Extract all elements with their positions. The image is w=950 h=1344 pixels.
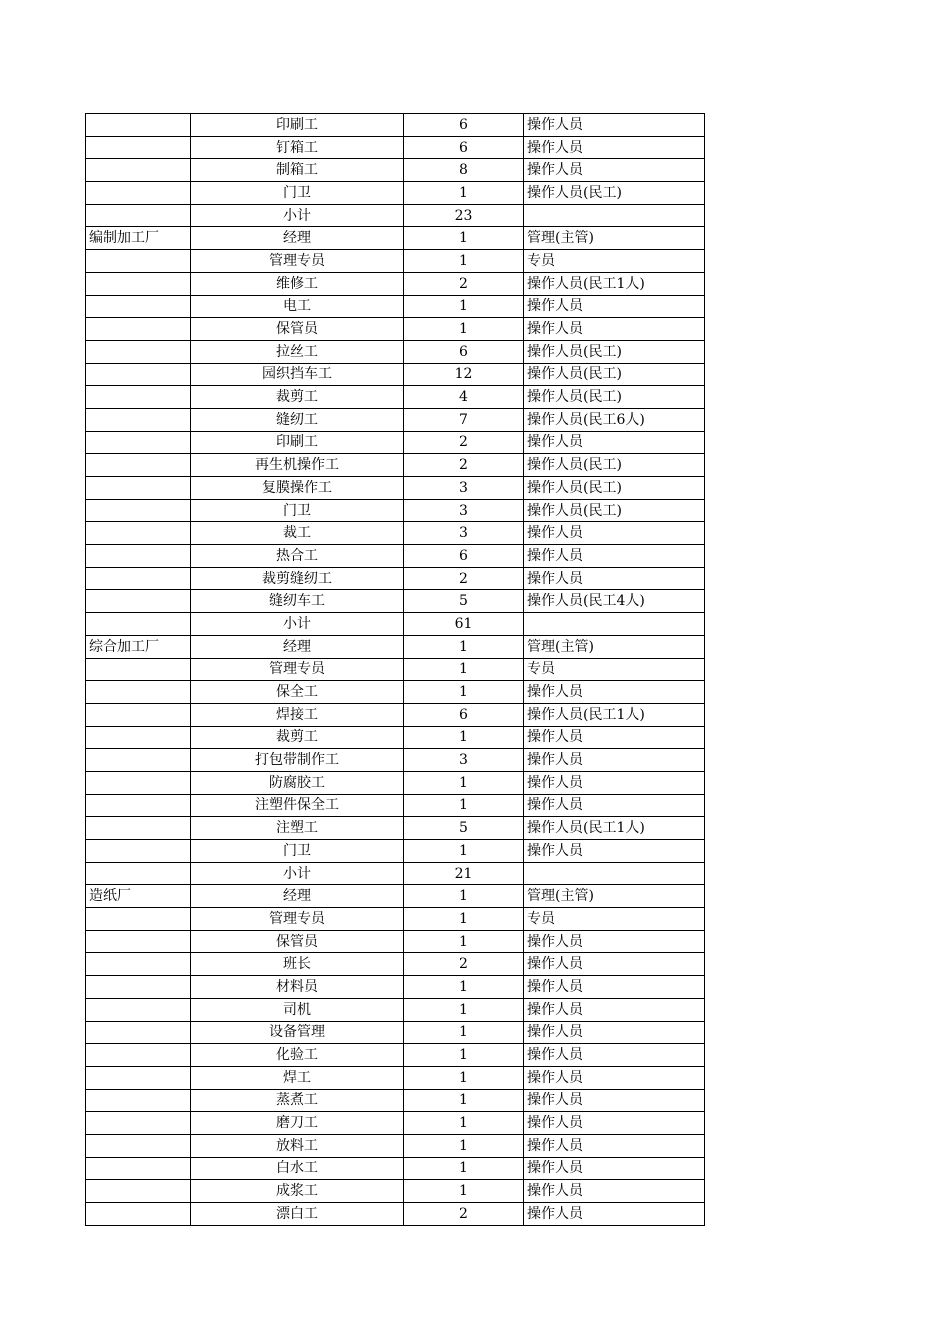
cell-headcount: 6	[404, 545, 524, 568]
cell-category: 操作人员(民工)	[524, 340, 705, 363]
cell-position: 保管员	[191, 930, 404, 953]
cell-category: 专员	[524, 250, 705, 273]
cell-position: 经理	[191, 227, 404, 250]
staffing-table	[85, 113, 705, 1226]
cell-position: 制箱工	[191, 159, 404, 182]
cell-headcount: 6	[404, 703, 524, 726]
cell-category: 专员	[524, 908, 705, 931]
cell-headcount: 1	[404, 976, 524, 999]
cell-position: 成浆工	[191, 1180, 404, 1203]
cell-department	[86, 522, 191, 545]
cell-department	[86, 408, 191, 431]
cell-category	[524, 204, 705, 227]
cell-headcount: 6	[404, 340, 524, 363]
cell-category: 操作人员	[524, 1180, 705, 1203]
cell-category: 专员	[524, 658, 705, 681]
cell-position: 保管员	[191, 318, 404, 341]
table-row	[86, 681, 705, 704]
cell-department	[86, 182, 191, 205]
cell-category: 操作人员	[524, 1134, 705, 1157]
cell-position: 维修工	[191, 272, 404, 295]
cell-department	[86, 1044, 191, 1067]
cell-position: 小计	[191, 862, 404, 885]
cell-department	[86, 1157, 191, 1180]
table-row	[86, 613, 705, 636]
cell-headcount: 1	[404, 885, 524, 908]
table-row	[86, 318, 705, 341]
table-row	[86, 477, 705, 500]
cell-headcount: 1	[404, 771, 524, 794]
cell-headcount: 1	[404, 930, 524, 953]
table-row	[86, 295, 705, 318]
cell-department	[86, 998, 191, 1021]
cell-headcount: 12	[404, 363, 524, 386]
cell-position: 拉丝工	[191, 340, 404, 363]
table-row	[86, 567, 705, 590]
cell-category: 操作人员	[524, 522, 705, 545]
cell-category: 操作人员(民工)	[524, 454, 705, 477]
cell-headcount: 1	[404, 840, 524, 863]
cell-category: 操作人员	[524, 1044, 705, 1067]
cell-department	[86, 703, 191, 726]
cell-headcount: 2	[404, 567, 524, 590]
cell-headcount: 1	[404, 227, 524, 250]
cell-position: 保全工	[191, 681, 404, 704]
cell-headcount: 1	[404, 182, 524, 205]
table-row	[86, 1066, 705, 1089]
cell-headcount: 4	[404, 386, 524, 409]
cell-headcount: 2	[404, 431, 524, 454]
cell-position: 管理专员	[191, 908, 404, 931]
table-row	[86, 726, 705, 749]
cell-headcount: 1	[404, 908, 524, 931]
cell-headcount: 3	[404, 522, 524, 545]
cell-position: 管理专员	[191, 250, 404, 273]
cell-department	[86, 976, 191, 999]
cell-department	[86, 250, 191, 273]
cell-category: 管理(主管)	[524, 635, 705, 658]
table-row	[86, 1180, 705, 1203]
cell-headcount: 1	[404, 1180, 524, 1203]
cell-category: 操作人员	[524, 295, 705, 318]
table-row	[86, 998, 705, 1021]
cell-department	[86, 590, 191, 613]
cell-category	[524, 862, 705, 885]
cell-position: 缝纫工	[191, 408, 404, 431]
cell-department	[86, 1134, 191, 1157]
cell-department	[86, 930, 191, 953]
cell-department	[86, 318, 191, 341]
table-row	[86, 1112, 705, 1135]
cell-position: 缝纫车工	[191, 590, 404, 613]
cell-category: 操作人员	[524, 726, 705, 749]
cell-category: 操作人员	[524, 318, 705, 341]
table-row	[86, 953, 705, 976]
table-row	[86, 545, 705, 568]
table-row	[86, 499, 705, 522]
cell-position: 印刷工	[191, 431, 404, 454]
cell-department: 造纸厂	[86, 885, 191, 908]
table-row	[86, 159, 705, 182]
cell-headcount: 3	[404, 477, 524, 500]
cell-position: 电工	[191, 295, 404, 318]
cell-position: 蒸煮工	[191, 1089, 404, 1112]
cell-headcount: 5	[404, 590, 524, 613]
cell-department	[86, 817, 191, 840]
cell-category: 操作人员	[524, 159, 705, 182]
table-row	[86, 658, 705, 681]
table-body	[86, 114, 705, 1226]
cell-headcount: 61	[404, 613, 524, 636]
cell-position: 印刷工	[191, 114, 404, 137]
cell-position: 白水工	[191, 1157, 404, 1180]
cell-category: 操作人员	[524, 1157, 705, 1180]
cell-position: 热合工	[191, 545, 404, 568]
cell-position: 门卫	[191, 499, 404, 522]
cell-department	[86, 1089, 191, 1112]
cell-department	[86, 114, 191, 137]
table-row	[86, 1157, 705, 1180]
cell-department	[86, 499, 191, 522]
cell-position: 裁工	[191, 522, 404, 545]
cell-department	[86, 567, 191, 590]
cell-category: 操作人员(民工6人)	[524, 408, 705, 431]
table-row	[86, 976, 705, 999]
cell-department	[86, 1021, 191, 1044]
cell-position: 注塑件保全工	[191, 794, 404, 817]
cell-category: 操作人员(民工)	[524, 363, 705, 386]
cell-department: 编制加工厂	[86, 227, 191, 250]
cell-headcount: 1	[404, 681, 524, 704]
table-row	[86, 1089, 705, 1112]
cell-category: 操作人员	[524, 567, 705, 590]
table-row	[86, 408, 705, 431]
cell-headcount: 1	[404, 318, 524, 341]
table-row	[86, 1203, 705, 1226]
table-row	[86, 363, 705, 386]
cell-department	[86, 363, 191, 386]
table-row	[86, 1044, 705, 1067]
cell-category: 操作人员(民工)	[524, 182, 705, 205]
cell-headcount: 23	[404, 204, 524, 227]
cell-department	[86, 386, 191, 409]
cell-category: 操作人员(民工)	[524, 386, 705, 409]
cell-position: 门卫	[191, 182, 404, 205]
table-row	[86, 454, 705, 477]
cell-position: 裁剪缝纫工	[191, 567, 404, 590]
cell-department: 综合加工厂	[86, 635, 191, 658]
cell-department	[86, 953, 191, 976]
cell-position: 司机	[191, 998, 404, 1021]
cell-position: 复膜操作工	[191, 477, 404, 500]
cell-department	[86, 749, 191, 772]
cell-headcount: 5	[404, 817, 524, 840]
cell-category: 操作人员(民工1人)	[524, 703, 705, 726]
cell-headcount: 6	[404, 136, 524, 159]
cell-headcount: 8	[404, 159, 524, 182]
cell-category	[524, 613, 705, 636]
cell-headcount: 2	[404, 953, 524, 976]
cell-department	[86, 204, 191, 227]
cell-department	[86, 272, 191, 295]
table-row	[86, 1134, 705, 1157]
cell-category: 操作人员	[524, 953, 705, 976]
cell-category: 操作人员	[524, 681, 705, 704]
cell-position: 裁剪工	[191, 726, 404, 749]
cell-position: 防腐胶工	[191, 771, 404, 794]
table-row	[86, 862, 705, 885]
cell-category: 操作人员	[524, 545, 705, 568]
cell-position: 注塑工	[191, 817, 404, 840]
cell-department	[86, 159, 191, 182]
table-row	[86, 136, 705, 159]
cell-position: 打包带制作工	[191, 749, 404, 772]
cell-headcount: 1	[404, 250, 524, 273]
cell-category: 管理(主管)	[524, 885, 705, 908]
cell-category: 操作人员	[524, 976, 705, 999]
table-row	[86, 771, 705, 794]
cell-position: 经理	[191, 635, 404, 658]
cell-category: 操作人员(民工)	[524, 499, 705, 522]
cell-department	[86, 613, 191, 636]
cell-category: 操作人员(民工1人)	[524, 817, 705, 840]
cell-department	[86, 454, 191, 477]
table-row	[86, 885, 705, 908]
cell-headcount: 3	[404, 749, 524, 772]
cell-category: 操作人员	[524, 930, 705, 953]
cell-position: 材料员	[191, 976, 404, 999]
cell-position: 漂白工	[191, 1203, 404, 1226]
cell-headcount: 1	[404, 1089, 524, 1112]
cell-category: 操作人员	[524, 1066, 705, 1089]
cell-position: 小计	[191, 204, 404, 227]
cell-department	[86, 862, 191, 885]
cell-position: 经理	[191, 885, 404, 908]
cell-headcount: 1	[404, 635, 524, 658]
table-row	[86, 386, 705, 409]
cell-category: 操作人员	[524, 749, 705, 772]
cell-department	[86, 908, 191, 931]
cell-department	[86, 545, 191, 568]
cell-category: 操作人员	[524, 794, 705, 817]
cell-position: 化验工	[191, 1044, 404, 1067]
table-row	[86, 272, 705, 295]
cell-headcount: 1	[404, 658, 524, 681]
cell-headcount: 7	[404, 408, 524, 431]
cell-department	[86, 771, 191, 794]
cell-headcount: 1	[404, 998, 524, 1021]
cell-category: 操作人员	[524, 136, 705, 159]
table-row	[86, 840, 705, 863]
cell-category: 管理(主管)	[524, 227, 705, 250]
table-row	[86, 114, 705, 137]
cell-department	[86, 1112, 191, 1135]
cell-department	[86, 726, 191, 749]
cell-department	[86, 794, 191, 817]
cell-category: 操作人员(民工)	[524, 477, 705, 500]
cell-headcount: 1	[404, 726, 524, 749]
table-row	[86, 1021, 705, 1044]
cell-position: 小计	[191, 613, 404, 636]
cell-category: 操作人员	[524, 1021, 705, 1044]
cell-position: 再生机操作工	[191, 454, 404, 477]
cell-position: 园织挡车工	[191, 363, 404, 386]
cell-category: 操作人员	[524, 114, 705, 137]
cell-headcount: 1	[404, 1021, 524, 1044]
cell-category: 操作人员	[524, 1203, 705, 1226]
cell-department	[86, 477, 191, 500]
table-row	[86, 182, 705, 205]
cell-position: 裁剪工	[191, 386, 404, 409]
cell-category: 操作人员	[524, 1112, 705, 1135]
table-row	[86, 590, 705, 613]
cell-headcount: 3	[404, 499, 524, 522]
cell-category: 操作人员	[524, 840, 705, 863]
cell-position: 门卫	[191, 840, 404, 863]
table-row	[86, 794, 705, 817]
table-row	[86, 340, 705, 363]
cell-headcount: 1	[404, 1112, 524, 1135]
cell-position: 钉箱工	[191, 136, 404, 159]
table-row	[86, 635, 705, 658]
cell-category: 操作人员	[524, 998, 705, 1021]
cell-headcount: 2	[404, 272, 524, 295]
table-row	[86, 250, 705, 273]
cell-headcount: 1	[404, 1134, 524, 1157]
cell-headcount: 6	[404, 114, 524, 137]
table-row	[86, 703, 705, 726]
cell-headcount: 1	[404, 295, 524, 318]
cell-headcount: 1	[404, 1044, 524, 1067]
table-row	[86, 227, 705, 250]
cell-position: 放料工	[191, 1134, 404, 1157]
cell-position: 设备管理	[191, 1021, 404, 1044]
cell-position: 磨刀工	[191, 1112, 404, 1135]
cell-category: 操作人员	[524, 431, 705, 454]
cell-position: 焊工	[191, 1066, 404, 1089]
cell-department	[86, 658, 191, 681]
cell-department	[86, 340, 191, 363]
table-row	[86, 908, 705, 931]
cell-headcount: 2	[404, 454, 524, 477]
cell-position: 管理专员	[191, 658, 404, 681]
cell-department	[86, 136, 191, 159]
table-row	[86, 749, 705, 772]
cell-position: 焊接工	[191, 703, 404, 726]
cell-headcount: 1	[404, 1066, 524, 1089]
cell-headcount: 1	[404, 1157, 524, 1180]
cell-category: 操作人员	[524, 1089, 705, 1112]
cell-department	[86, 431, 191, 454]
cell-department	[86, 295, 191, 318]
cell-department	[86, 1066, 191, 1089]
cell-category: 操作人员(民工4人)	[524, 590, 705, 613]
cell-department	[86, 840, 191, 863]
cell-category: 操作人员(民工1人)	[524, 272, 705, 295]
table-row	[86, 930, 705, 953]
cell-department	[86, 681, 191, 704]
cell-department	[86, 1180, 191, 1203]
cell-department	[86, 1203, 191, 1226]
cell-headcount: 2	[404, 1203, 524, 1226]
table-row	[86, 522, 705, 545]
table-row	[86, 431, 705, 454]
table-row	[86, 817, 705, 840]
cell-category: 操作人员	[524, 771, 705, 794]
cell-position: 班长	[191, 953, 404, 976]
cell-headcount: 1	[404, 794, 524, 817]
cell-headcount: 21	[404, 862, 524, 885]
table-row	[86, 204, 705, 227]
